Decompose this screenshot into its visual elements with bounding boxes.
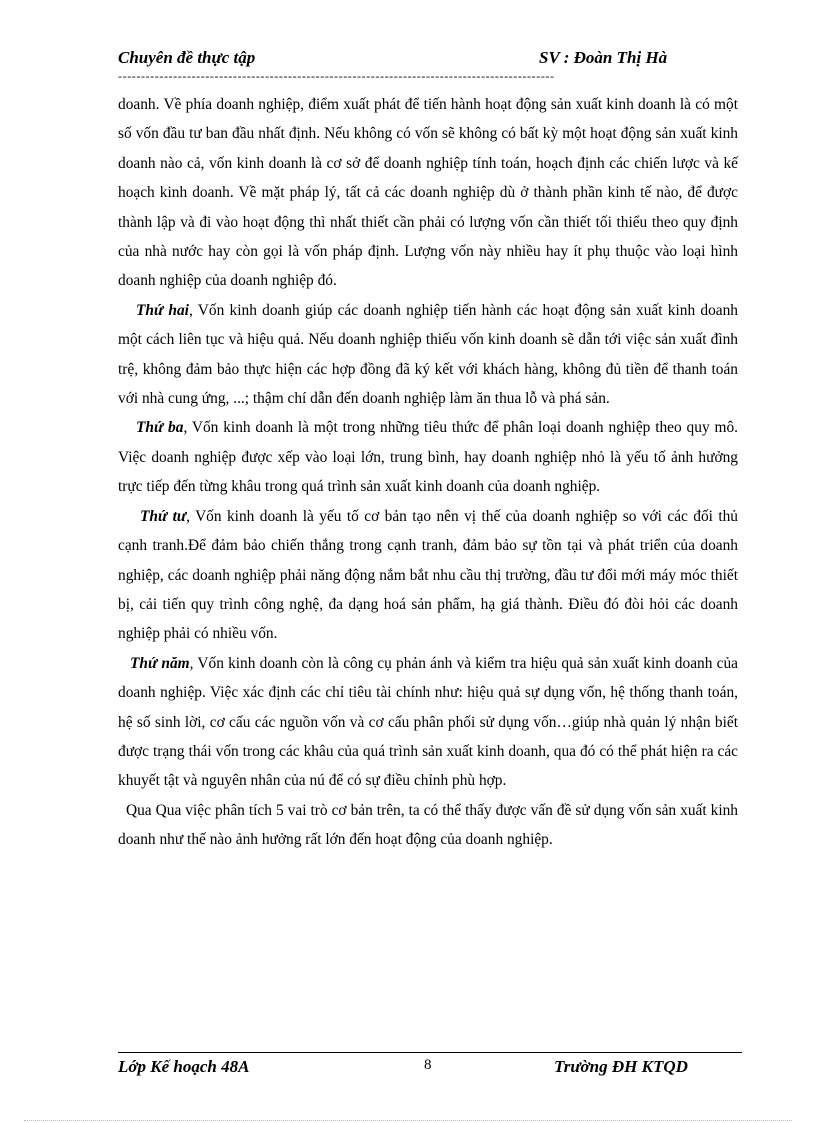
paragraph-6: [118, 796, 738, 855]
page-body: [118, 90, 738, 855]
page-number: 8: [424, 1057, 432, 1073]
paragraph-2-lead: Thứ hai: [136, 301, 189, 319]
page-footer: [118, 1057, 742, 1079]
paragraph-3-lead: Thứ ba: [136, 419, 184, 437]
paragraph-1: [118, 90, 738, 296]
paragraph-3: [118, 413, 738, 501]
header-student: SV : Đoàn Thị Hà: [539, 48, 668, 67]
paragraph-2-text: , Vốn kinh doanh giúp các doanh nghiệp tiến hành các hoạt động sản xuất kinh doanh một cách liên tục và hiệu quả. Nếu doanh nghiệp thiếu vốn kinh doanh sẽ dẫn tới việc sản xuất đình trệ, không đảm bảo thực hiện các hợp đồng đã ký kết với khách hàng, không đủ tiền để thanh toán với nhà cung ứng, ...; thậm chí dẫn đến doanh nghiệp làm ăn thua lỗ và phá sản.: [118, 301, 739, 408]
footer-class: Lớp Kế hoạch 48A: [118, 1057, 250, 1076]
page-bottom-border: [24, 1120, 792, 1121]
header-topic: Chuyên đề thực tập: [118, 48, 256, 67]
paragraph-5: [118, 649, 738, 796]
paragraph-4-lead: Thứ tư: [140, 507, 187, 525]
paragraph-3-text: , Vốn kinh doanh là một trong những tiêu thức để phân loại doanh nghiệp theo quy mô. Việc doanh nghiệp được xếp vào loại lớn, trung bình, hay doanh nghiệp nhỏ là yếu tố ảnh hưởng trực tiếp đến từng khâu trong quá trình sản xuất kinh doanh của doanh nghiệp.: [118, 419, 739, 496]
paragraph-5-lead: Thứ năm: [130, 654, 190, 672]
paragraph-4: [118, 502, 738, 649]
paragraph-1-text: doanh. Về phía doanh nghiệp, điểm xuất phát để tiến hành hoạt động sản xuất kinh doanh là có một số vốn đầu tư ban đầu nhất định. Nếu không có vốn sẽ không có bất kỳ một hoạt động sản xuất kinh doanh nào cả, vốn kinh doanh là cơ sở để doanh nghiệp tính toán, hoạch định các chiến lược và kế hoạch kinh doanh. Về mặt pháp lý, tất cả các doanh nghiệp dù ở thành phần kinh tế nào, để được thành lập và đi vào hoạt động thì nhất thiết cần phải có lượng vốn cần thiết tối thiểu theo quy định của nhà nước hay còn gọi là vốn pháp định. Lượng vốn này nhiều hay ít phụ thuộc vào loại hình doanh nghiệp của doanh nghiệp đó.: [118, 96, 738, 290]
paragraph-6-text: Qua Qua việc phân tích 5 vai trò cơ bản trên, ta có thể thấy được vấn đề sử dụng vốn sản xuất kinh doanh như thế nào ảnh hưởng rất lớn đến hoạt động của doanh nghiệp.: [118, 801, 738, 849]
header-rule: -----------------------------------------------------------------------------------------------: [118, 69, 555, 83]
paragraph-5-text: , Vốn kinh doanh còn là công cụ phản ánh và kiểm tra hiệu quả sản xuất kinh doanh của doanh nghiệp. Việc xác định các chỉ tiêu tài chính như: hiệu quả sự dụng vốn, hệ thống thanh toán, hệ số sinh lời, cơ cấu các nguồn vốn và cơ cấu phân phối sử dụng vốn…giúp nhà quản lý nhận biết được trạng thái vốn trong các khâu của quá trình sản xuất kinh doanh, qua đó có thể phát hiện ra các khuyết tật và nguyên nhân của nú để có sự điều chỉnh phù hợp.: [118, 654, 738, 790]
footer-rule: [118, 1052, 742, 1053]
paragraph-4-text: , Vốn kinh doanh là yếu tố cơ bản tạo nên vị thế của doanh nghiệp so với các đối thủ cạnh tranh.Để đảm bảo chiến thắng trong cạnh tranh, đảm bảo sự tồn tại và phát triển của doanh nghiệp, các doanh nghiệp phải năng động nắm bắt nhu cầu thị trường, đầu tư đổi mới máy móc thiết bị, cải tiến quy trình công nghệ, đa dạng hoá sản phẩm, hạ giá thành. Điều đó đòi hỏi các doanh nghiệp phải có nhiều vốn.: [118, 507, 738, 643]
footer-school: Trường ĐH KTQD: [554, 1057, 688, 1076]
paragraph-2: [118, 296, 738, 414]
